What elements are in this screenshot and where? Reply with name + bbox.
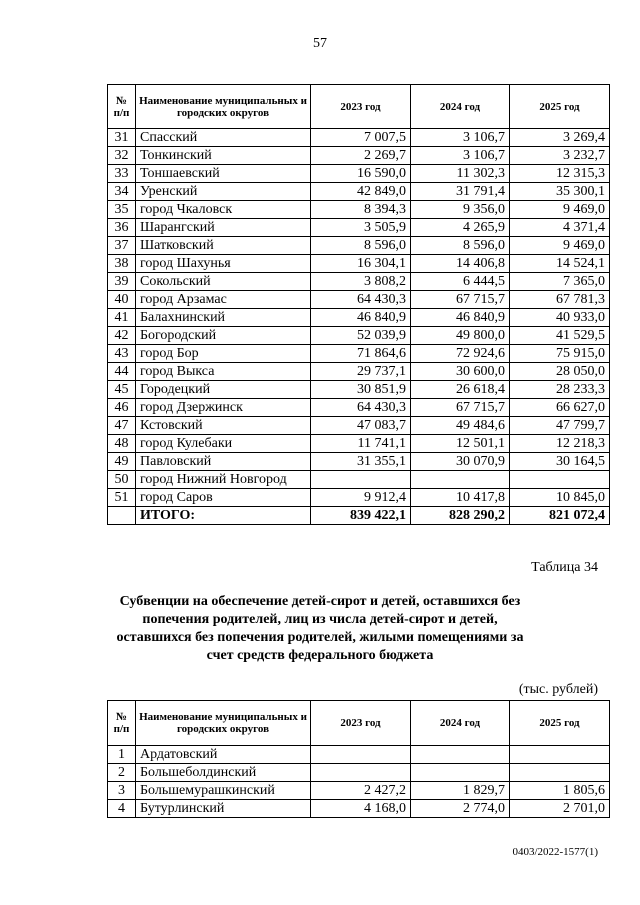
row-value-2024: 12 501,1	[411, 435, 510, 453]
table-row	[108, 471, 610, 489]
row-number: 38	[108, 255, 136, 273]
table-row	[108, 746, 610, 764]
row-value-2023: 46 840,9	[311, 309, 411, 327]
row-name: Тоншаевский	[136, 165, 311, 183]
table-row	[108, 237, 610, 255]
row-value-2025: 67 781,3	[510, 291, 610, 309]
row-number: 31	[108, 129, 136, 147]
row-value-2025	[510, 471, 610, 489]
table-row	[108, 129, 610, 147]
row-number: 45	[108, 381, 136, 399]
row-number: 2	[108, 764, 136, 782]
table-row	[108, 183, 610, 201]
row-number: 3	[108, 782, 136, 800]
page-number: 57	[313, 36, 327, 51]
row-value-2024: 10 417,8	[411, 489, 510, 507]
row-value-2024: 1 829,7	[411, 782, 510, 800]
row-value-2023	[311, 764, 411, 782]
row-value-2024: 31 791,4	[411, 183, 510, 201]
total-2023: 839 422,1	[311, 507, 411, 525]
table-row	[108, 453, 610, 471]
units-label: (тыс. рублей)	[518, 682, 598, 697]
header-2024: 2024 год	[411, 701, 510, 746]
row-value-2024: 8 596,0	[411, 237, 510, 255]
row-value-2025: 41 529,5	[510, 327, 610, 345]
header-2025: 2025 год	[510, 701, 610, 746]
table-header-row	[108, 85, 610, 129]
row-value-2025: 35 300,1	[510, 183, 610, 201]
row-name: Сокольский	[136, 273, 311, 291]
document-code: 0403/2022-1577(1)	[512, 846, 598, 858]
row-number: 51	[108, 489, 136, 507]
table-row	[108, 309, 610, 327]
row-value-2025: 75 915,0	[510, 345, 610, 363]
row-value-2025	[510, 746, 610, 764]
row-value-2023	[311, 471, 411, 489]
row-value-2025: 3 232,7	[510, 147, 610, 165]
row-name: Уренский	[136, 183, 311, 201]
row-value-2023: 2 269,7	[311, 147, 411, 165]
row-name: Павловский	[136, 453, 311, 471]
table-row	[108, 800, 610, 818]
row-name: Шатковский	[136, 237, 311, 255]
row-value-2023: 8 394,3	[311, 201, 411, 219]
header-name: Наименование муниципальных и городских округов	[136, 85, 311, 129]
row-number: 37	[108, 237, 136, 255]
row-value-2023: 8 596,0	[311, 237, 411, 255]
row-value-2023: 11 741,1	[311, 435, 411, 453]
row-value-2023: 3 505,9	[311, 219, 411, 237]
row-name: Городецкий	[136, 381, 311, 399]
row-value-2024: 67 715,7	[411, 399, 510, 417]
row-value-2025	[510, 764, 610, 782]
header-num: № п/п	[108, 85, 136, 129]
row-name: Кстовский	[136, 417, 311, 435]
table-row	[108, 291, 610, 309]
table-row	[108, 165, 610, 183]
row-value-2024: 9 356,0	[411, 201, 510, 219]
row-value-2023: 64 430,3	[311, 291, 411, 309]
row-value-2025: 3 269,4	[510, 129, 610, 147]
row-name: город Саров	[136, 489, 311, 507]
row-name: Спасский	[136, 129, 311, 147]
row-value-2023: 42 849,0	[311, 183, 411, 201]
row-value-2023: 3 808,2	[311, 273, 411, 291]
row-value-2024: 3 106,7	[411, 147, 510, 165]
row-number: 42	[108, 327, 136, 345]
row-value-2024: 49 484,6	[411, 417, 510, 435]
header-2025: 2025 год	[510, 85, 610, 129]
row-value-2024: 26 618,4	[411, 381, 510, 399]
row-number: 48	[108, 435, 136, 453]
row-value-2023: 47 083,7	[311, 417, 411, 435]
row-number: 47	[108, 417, 136, 435]
row-value-2025: 30 164,5	[510, 453, 610, 471]
row-name: город Выкса	[136, 363, 311, 381]
row-value-2024: 30 600,0	[411, 363, 510, 381]
orphan-housing-table	[107, 700, 610, 818]
row-name: Шарангский	[136, 219, 311, 237]
row-number: 40	[108, 291, 136, 309]
table-row	[108, 255, 610, 273]
row-value-2023: 64 430,3	[311, 399, 411, 417]
row-value-2023: 2 427,2	[311, 782, 411, 800]
table-row	[108, 399, 610, 417]
row-number: 1	[108, 746, 136, 764]
table-row	[108, 219, 610, 237]
row-number: 49	[108, 453, 136, 471]
row-value-2025: 4 371,4	[510, 219, 610, 237]
row-name: Ардатовский	[136, 746, 311, 764]
row-value-2025: 14 524,1	[510, 255, 610, 273]
row-value-2023: 30 851,9	[311, 381, 411, 399]
table-row	[108, 201, 610, 219]
row-value-2024: 3 106,7	[411, 129, 510, 147]
row-value-2024: 14 406,8	[411, 255, 510, 273]
row-value-2025: 40 933,0	[510, 309, 610, 327]
row-name: Богородский	[136, 327, 311, 345]
total-2025: 821 072,4	[510, 507, 610, 525]
row-number: 34	[108, 183, 136, 201]
row-value-2023: 52 039,9	[311, 327, 411, 345]
row-name: город Арзамас	[136, 291, 311, 309]
row-value-2025: 12 218,3	[510, 435, 610, 453]
row-value-2024: 67 715,7	[411, 291, 510, 309]
row-value-2023: 16 590,0	[311, 165, 411, 183]
table-row	[108, 782, 610, 800]
row-value-2024	[411, 764, 510, 782]
row-name: Большеболдинский	[136, 764, 311, 782]
row-value-2025: 12 315,3	[510, 165, 610, 183]
table-caption: Таблица 34	[531, 560, 598, 575]
row-number: 33	[108, 165, 136, 183]
row-number: 36	[108, 219, 136, 237]
row-number: 32	[108, 147, 136, 165]
header-num: № п/п	[108, 701, 136, 746]
row-number: 44	[108, 363, 136, 381]
table-row	[108, 363, 610, 381]
table-row	[108, 435, 610, 453]
row-name: город Шахунья	[136, 255, 311, 273]
row-value-2023: 9 912,4	[311, 489, 411, 507]
row-number: 41	[108, 309, 136, 327]
row-value-2025: 47 799,7	[510, 417, 610, 435]
row-number: 4	[108, 800, 136, 818]
table-row	[108, 345, 610, 363]
row-value-2024: 2 774,0	[411, 800, 510, 818]
row-value-2023: 29 737,1	[311, 363, 411, 381]
row-value-2025: 28 233,3	[510, 381, 610, 399]
header-2023: 2023 год	[311, 701, 411, 746]
row-name: город Дзержинск	[136, 399, 311, 417]
row-number: 50	[108, 471, 136, 489]
row-number: 46	[108, 399, 136, 417]
row-name: город Бор	[136, 345, 311, 363]
row-value-2024: 49 800,0	[411, 327, 510, 345]
table-header-row	[108, 701, 610, 746]
table-row	[108, 764, 610, 782]
row-name: Балахнинский	[136, 309, 311, 327]
table-body	[108, 129, 610, 507]
row-name: город Чкаловск	[136, 201, 311, 219]
row-value-2025: 9 469,0	[510, 237, 610, 255]
subvention-table-continued	[107, 84, 610, 525]
table-row	[108, 489, 610, 507]
row-value-2023: 7 007,5	[311, 129, 411, 147]
row-value-2023: 71 864,6	[311, 345, 411, 363]
row-value-2024: 72 924,6	[411, 345, 510, 363]
row-value-2024: 30 070,9	[411, 453, 510, 471]
row-value-2023: 4 168,0	[311, 800, 411, 818]
header-2024: 2024 год	[411, 85, 510, 129]
total-label: ИТОГО:	[136, 507, 311, 525]
header-name: Наименование муниципальных и городских округов	[136, 701, 311, 746]
row-value-2025: 10 845,0	[510, 489, 610, 507]
row-value-2024: 11 302,3	[411, 165, 510, 183]
row-value-2025: 1 805,6	[510, 782, 610, 800]
table-row	[108, 147, 610, 165]
header-2023: 2023 год	[311, 85, 411, 129]
row-value-2024: 46 840,9	[411, 309, 510, 327]
row-name: город Нижний Новгород	[136, 471, 311, 489]
row-name: Бутурлинский	[136, 800, 311, 818]
row-value-2025: 28 050,0	[510, 363, 610, 381]
row-value-2023: 31 355,1	[311, 453, 411, 471]
row-value-2024: 4 265,9	[411, 219, 510, 237]
row-value-2023	[311, 746, 411, 764]
row-name: Большемурашкинский	[136, 782, 311, 800]
table-body	[108, 746, 610, 818]
row-value-2025: 9 469,0	[510, 201, 610, 219]
table-title: Субвенции на обеспечение детей-сирот и детей, оставшихся без попечения родителей, лиц из числа детей-сирот и детей, оставшихся без попечения родителей, жилыми помещениями за счет средств федерального бюджета	[116, 594, 524, 663]
total-row	[108, 507, 610, 525]
table-row	[108, 417, 610, 435]
total-2024: 828 290,2	[411, 507, 510, 525]
row-value-2024: 6 444,5	[411, 273, 510, 291]
table-row	[108, 273, 610, 291]
row-value-2025: 66 627,0	[510, 399, 610, 417]
row-number: 39	[108, 273, 136, 291]
row-name: город Кулебаки	[136, 435, 311, 453]
row-value-2023: 16 304,1	[311, 255, 411, 273]
row-value-2024	[411, 746, 510, 764]
total-num-cell	[108, 507, 136, 525]
table-row	[108, 327, 610, 345]
row-name: Тонкинский	[136, 147, 311, 165]
row-value-2025: 2 701,0	[510, 800, 610, 818]
row-value-2025: 7 365,0	[510, 273, 610, 291]
row-value-2024	[411, 471, 510, 489]
table-row	[108, 381, 610, 399]
row-number: 43	[108, 345, 136, 363]
row-number: 35	[108, 201, 136, 219]
